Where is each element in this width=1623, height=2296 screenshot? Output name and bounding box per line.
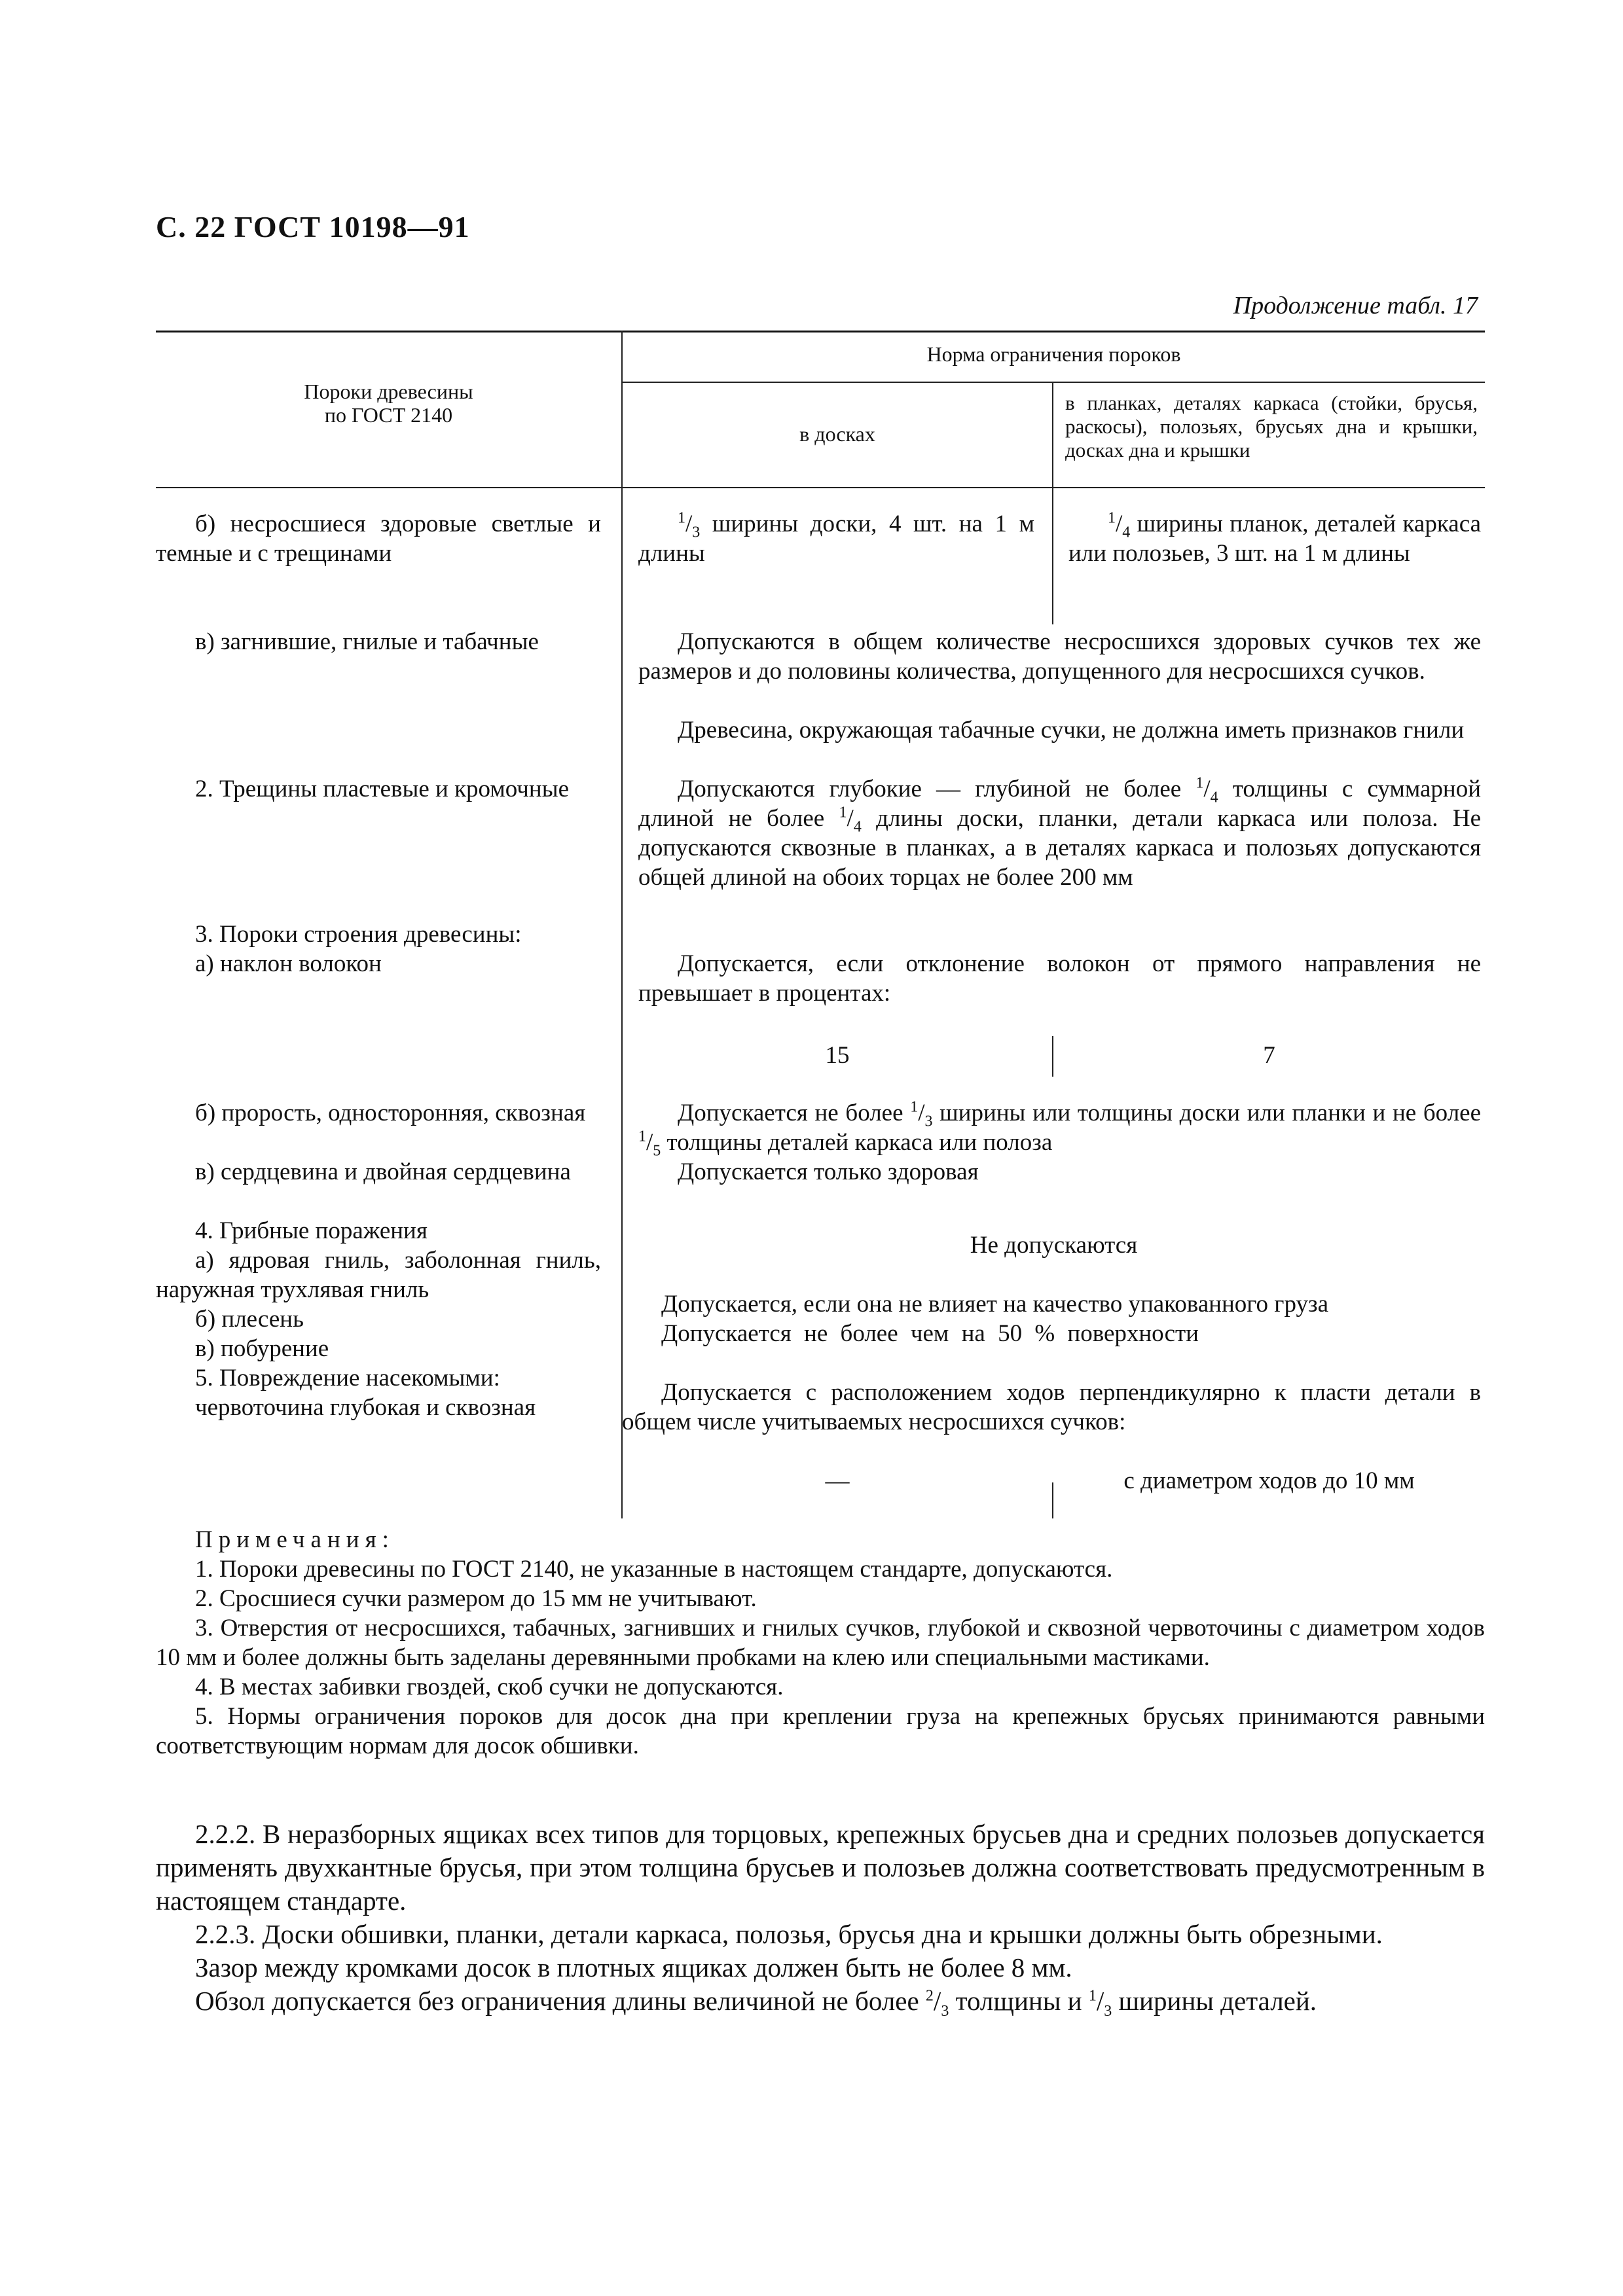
table-continuation-label: Продолжение табл. 17 (1233, 292, 1478, 319)
norm-ingrowth: Допускается не более $^1/_3$ ширины или толщины доски или планки и не более $^1/_5$ толщины деталей каркаса или полоза (638, 1098, 1481, 1160)
body-section (156, 1818, 1485, 2018)
header-parts: в планках, деталях каркаса (стойки, брусья, раскосы), полозьях, брусьях дна и крышки, досках дна и крышки (1065, 391, 1478, 461)
norm-wormhole-parts-value: с диаметром ходов до 10 мм (1123, 1467, 1415, 1494)
notes-title: Примечания: (195, 1526, 395, 1553)
defect-browning: в) побурение (195, 1335, 329, 1362)
norm-slope-parts-value: 7 (1263, 1042, 1275, 1069)
defect-rot: а) ядровая гниль, заболонная гниль, наружная трухлявая гниль (156, 1247, 601, 1303)
defect-insect-title: 5. Повреждение насекомыми: (195, 1365, 500, 1391)
header-defects: Пороки древесины по ГОСТ 2140 (304, 380, 473, 427)
norm-browning: Допускается не более чем на 50 % поверхности (661, 1320, 1199, 1347)
column-divider-header (1052, 382, 1053, 487)
defect-structure-title: 3. Пороки строения древесины: (195, 921, 522, 948)
norm-mold: Допускается, если она не влияет на качество упакованного груза (661, 1291, 1329, 1318)
defect-pith: в) сердцевина и двойная сердцевина (195, 1158, 571, 1185)
table-top-rule (156, 331, 1485, 332)
norm-wormhole-boards-value: — (825, 1467, 850, 1494)
defect-wormhole: червоточина глубокая и сквозная (195, 1394, 536, 1421)
norm-v-text-1: Допускаются в общем количестве несросшихся здоровых сучков тех же размеров и до половины количества, допущенного для несросшихся сучков. (638, 628, 1481, 685)
defect-v-rotten: в) загнившие, гнилые и табачные (195, 628, 539, 655)
note-4: 4. В местах забивки гвоздей, скоб сучки не допускаются. (195, 1674, 784, 1700)
norm-b-boards: $^1/_3$ ширины доски, 4 шт. на 1 м длины (638, 509, 1034, 567)
defect-mold: б) плесень (195, 1306, 304, 1333)
defect-ingrowth: б) прорость, односторонняя, сквозная (195, 1100, 586, 1126)
norm-slope-boards-value: 15 (825, 1042, 850, 1069)
column-divider-main (621, 331, 623, 1518)
norm-wormhole: Допускается с расположением ходов перпендикулярно к пласти детали в общем числе учитываемых несросшихся сучков: (622, 1379, 1481, 1435)
norm-pith: Допускается только здоровая (678, 1158, 979, 1185)
header-norm: Норма ограничения пороков (926, 342, 1181, 366)
note-3: 3. Отверстия от несросшихся, табачных, загнивших и гнилых сучков, глубокой и сквозной червоточины с диаметром ходов 10 мм и более должны быть заделаны деревянными пробками на клею или специальными мастиками. (156, 1615, 1485, 1671)
defect-cracks: 2. Трещины пластевые и кромочные (195, 776, 569, 802)
defect-b-unfused: б) несросшиеся здоровые светлые и темные и с трещинами (156, 511, 601, 567)
paragraph-2-2-3: 2.2.3. Доски обшивки, планки, детали каркаса, полозья, брусья дна и крышки должны быть обрезными. (195, 1919, 1383, 1949)
note-5: 5. Нормы ограничения пороков для досок дна при креплении груза на крепежных брусьях принимаются равными соответствующим нормам для досок обшивки. (156, 1703, 1485, 1759)
header-bottom-rule (156, 487, 1485, 488)
defect-fungal-title: 4. Грибные поражения (195, 1217, 428, 1244)
paragraph-wane: Обзол допускается без ограничения длины величиной не более $^2/_3$ толщины и $^1/_3$ ширины деталей. (195, 1986, 1317, 2020)
norm-b-parts: $^1/_4$ ширины планок, деталей каркаса или полозьев, 3 шт. на 1 м длины (1068, 509, 1481, 567)
note-1: 1. Пороки древесины по ГОСТ 2140, не указанные в настоящем стандарте, допускаются. (195, 1556, 1113, 1583)
norm-slope: Допускается, если отклонение волокон от прямого направления не превышает в процентах: (638, 950, 1481, 1007)
norm-cracks: Допускаются глубокие — глубиной не более $^1/_4$ толщины с суммарной длиной не более $^1/_4$ длины доски, планки, детали каркаса или полоза. Не допускаются сквозные в планках, а в деталях каркаса и полозьях допускаются общей длиной на обоих торцах не более 200 мм (638, 774, 1482, 891)
header-sub-rule (622, 382, 1485, 383)
paragraph-2-2-2: 2.2.2. В неразборных ящиках всех типов для торцовых, крепежных брусьев дна и средних полозьев допускается применять двухкантные брусья, при этом толщина брусьев и полозьев должна соответствовать предусмотренным в настоящем стандарте. (156, 1819, 1485, 1916)
column-divider-row-b (1052, 487, 1053, 624)
page-title: С. 22 ГОСТ 10198—91 (156, 210, 470, 243)
paragraph-gap: Зазор между кромками досок в плотных ящиках должен быть не более 8 мм. (195, 1952, 1072, 1982)
norm-rot: Не допускаются (970, 1232, 1138, 1259)
header-boards: в досках (799, 422, 875, 446)
notes-section (156, 1525, 1485, 1761)
defect-slope: а) наклон волокон (195, 950, 382, 977)
note-2: 2. Сросшиеся сучки размером до 15 мм не учитывают. (195, 1585, 757, 1612)
norm-v-text-2: Древесина, окружающая табачные сучки, не должна иметь признаков гнили (678, 717, 1465, 744)
